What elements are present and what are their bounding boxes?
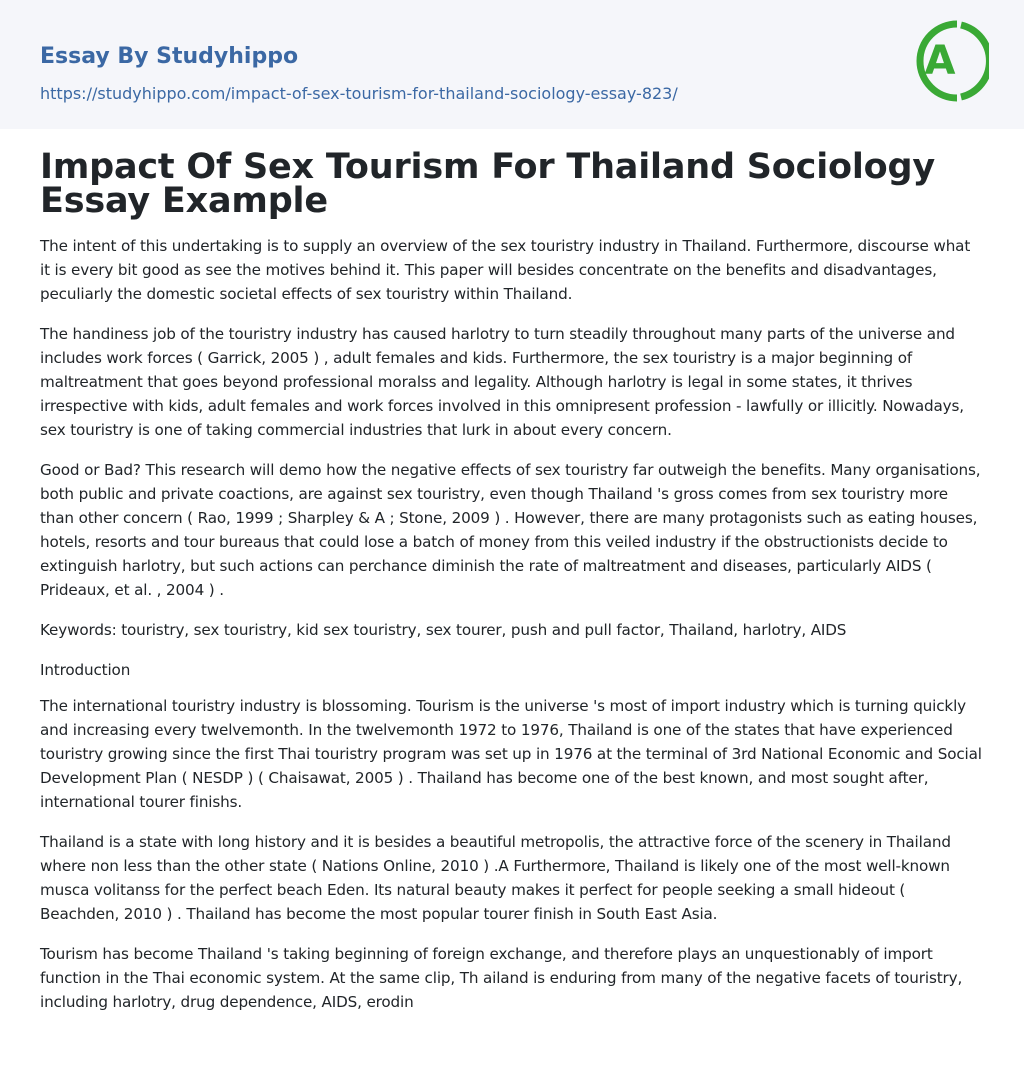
- paragraph-intro: The intent of this undertaking is to supply an overview of the sex touristry industry in Thailand. Furthermore, discourse what it is every bit good as see the motives behind it. This paper will besides concentrate on the benefits and disadvantages, peculiarly the domestic societal effects of sex touristry within Thailand.: [40, 237, 971, 303]
- section-heading-introduction: Introduction: [40, 661, 131, 679]
- paragraph: The international touristry industry is blossoming. Tourism is the universe 's most of import industry which is turning quickly and increasing every twelvemonth. In the twelvemonth 1972 to 1976, Thailand is one of the states that have experienced touristry growing since the first Thai touristry program was set up in 1976 at the terminal of 3rd National Economic and Social Development Plan ( NESDP ) ( Chaisawat, 2005 ) . Thailand has become one of the best known, and most sought after, international tourer finishs.: [40, 697, 982, 811]
- paragraph: Tourism has become Thailand 's taking beginning of foreign exchange, and therefore plays an unquestionably of import function in the Thai economic system. At the same clip, Th ailand is enduring from many of the negative facets of touristry, including harlotry, drug dependence, AIDS, erodin: [40, 945, 963, 1011]
- paragraph: The handiness job of the touristry industry has caused harlotry to turn steadily throughout many parts of the universe and includes work forces ( Garrick, 2005 ) , adult females and kids. Furthermore, the sex touristry is a major beginning of maltreatment that goes beyond professional moralss and legality. Although harlotry is legal in some states, it thrives irrespective with kids, adult females and work forces involved in this omnipresent profession - lawfully or illicitly. Nowadays, sex touristry is one of taking commercial industries that lurk in about every concern.: [40, 325, 964, 439]
- source-url-link[interactable]: https://studyhippo.com/impact-of-sex-tourism-for-thailand-sociology-essay-823/: [40, 84, 678, 103]
- essay-body: [40, 234, 984, 1030]
- keywords-paragraph: Keywords: touristry, sex touristry, kid sex touristry, sex tourer, push and pull factor, Thailand, harlotry, AIDS: [40, 621, 847, 639]
- paragraph: Thailand is a state with long history and it is besides a beautiful metropolis, the attractive force of the scenery in Thailand where non less than the other state ( Nations Online, 2010 ) .A Furthermore, Thailand is likely one of the most well-known musca volitanss for the perfect beach Eden. Its natural beauty makes it perfect for people seeking a small hideout ( Beachden, 2010 ) . Thailand has become the most popular tourer finish in South East Asia.: [40, 833, 951, 923]
- site-brand[interactable]: Essay By Studyhippo: [40, 44, 299, 69]
- logo-letter: A: [924, 38, 956, 84]
- page-title: Impact Of Sex Tourism For Thailand Sociology Essay Example: [40, 147, 935, 221]
- paragraph: Good or Bad? This research will demo how the negative effects of sex touristry far outweigh the benefits. Many organisations, both public and private coactions, are against sex touristry, even though Thailand 's gross comes from sex touristry more than other concern ( Rao, 1999 ; Sharpley & A ; Stone, 2009 ) . However, there are many protagonists such as eating houses, hotels, resorts and tour bureaus that could lose a batch of money from this veiled industry if the obstructionists decide to extinguish harlotry, but such actions can perchance diminish the rate of maltreatment and diseases, particularly AIDS ( Prideaux, et al. , 2004 ) .: [40, 461, 981, 599]
